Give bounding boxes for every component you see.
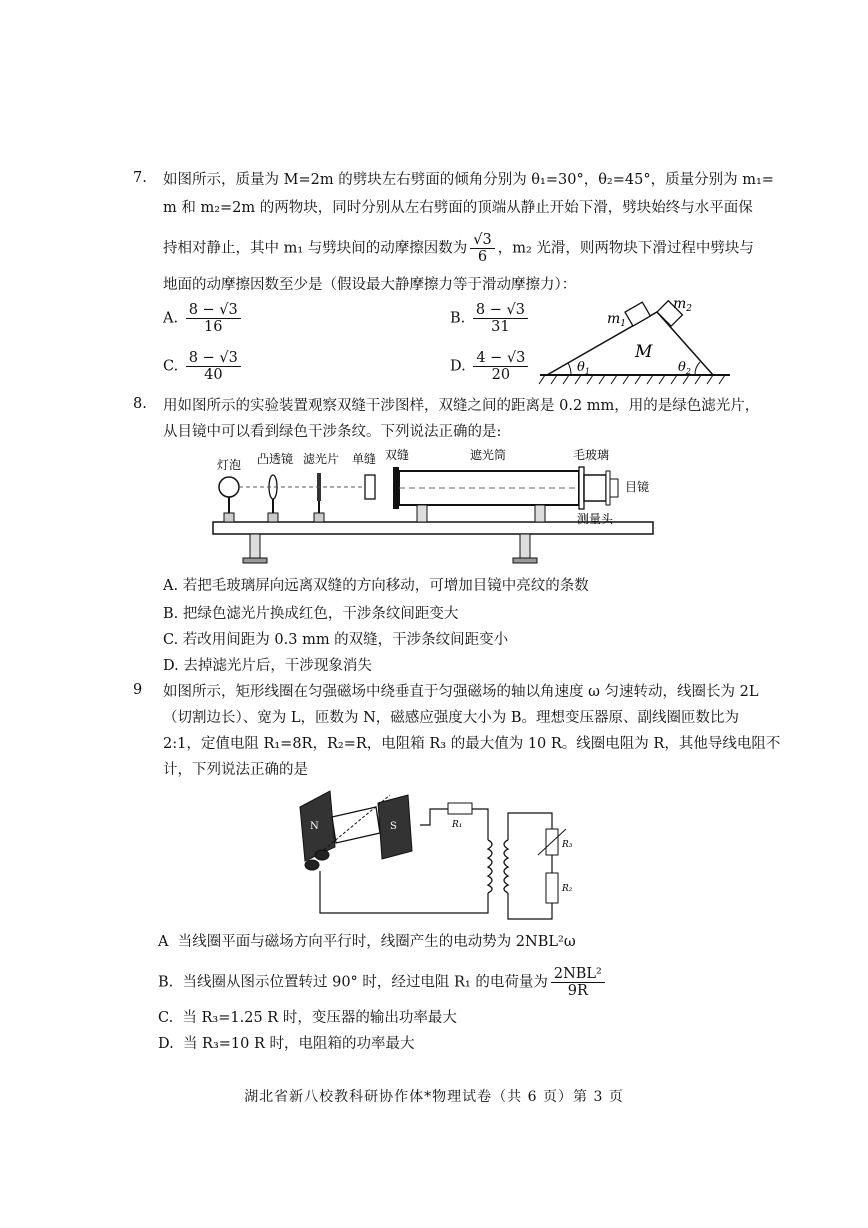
option-text: 当 R₃=1.25 R 时，变压器的输出功率最大 [182,1010,457,1026]
fraction [473,302,528,335]
resistor-r1 [448,803,472,814]
secondary-coil [504,840,508,893]
fraction-denominator: 16 [204,319,223,335]
theta1-label: $\theta_1$ [577,360,590,376]
fraction-denominator: 20 [491,367,511,383]
m1-label: $m_1$ [607,311,627,329]
option-d [158,1034,415,1054]
fraction-numerator: 4 − √3 [473,350,528,367]
block-m1 [625,302,650,326]
bench-foot [243,558,267,563]
eyepiece-cap [610,479,618,497]
option-a [163,576,589,596]
label-r1: R₁ [452,820,463,830]
option-d [450,350,531,383]
label-bulb: 灯泡 [217,458,242,472]
option-b [163,604,458,624]
question-text-line: 地面的动摩擦因数至少是（假设最大静摩擦力等于滑动摩擦力）： [163,277,577,293]
eyepiece-icon [606,471,610,505]
fraction [186,350,241,383]
question-text-line: 用如图所示的实验装置观察双缝干涉图样，双缝之间的距离是 0.2 mm，用的是绿色滤光片， [163,398,760,414]
pole-n-label: N [310,821,319,832]
option-text: 把绿色滤光片换成红色，干涉条纹间距变大 [182,606,459,622]
wire [508,893,552,919]
ground-hatching [539,375,725,384]
bench-leg [250,534,260,558]
pole-s-label: S [390,821,397,832]
filter-base [314,513,324,522]
primary-coil [488,840,492,893]
option-label: C. [158,1010,174,1026]
fraction-numerator: √3 [470,232,494,249]
option-c [163,630,508,650]
question-text-line: （切割边长）、宽为 L，匝数为 N，磁感应强度大小为 B。理想变压器原、副线圈匝数比为 [163,710,740,726]
single-slit-icon [365,475,375,499]
question-text-line: m 和 m₂=2m 的两物块，同时分别从左右劈面的顶端从静止开始下滑，劈块始终与水平面保 [163,200,753,216]
label-single-slit: 单缝 [352,452,377,466]
fraction-numerator: 8 − √3 [186,302,241,319]
option-label: A. [163,310,179,327]
label-double-slit: 双缝 [385,448,410,462]
rotating-coil [332,807,380,843]
text-fragment: 持相对静止，其中 m₁ 与劈块间的动摩擦因数为 [163,240,468,257]
fraction-denominator: 31 [491,319,510,335]
tube-support [535,505,545,522]
measuring-head [584,475,606,501]
option-text: 当线圈平面与磁场方向平行时，线圈产生的电动势为 2NBL²ω [177,934,576,950]
option-label: B. [450,310,466,327]
option-b [450,302,531,335]
generator-transformer-circuit-figure [290,785,580,925]
wedge-mass-label: M [635,342,653,362]
wire [508,813,552,840]
option-text: 去掉滤光片后，干涉现象消失 [183,658,372,674]
question-text-line: 2:1，定值电阻 R₁=8R，R₂=R，电阻箱 R₃ 的最大值为 10 R。线圈电阻为 R，其他导线电阻不 [163,736,781,752]
option-label: D. [163,658,179,674]
option-text: 当线圈从图示位置转过 90° 时，经过电阻 R₁ 的电荷量为 [182,974,548,991]
tube-support [417,505,427,522]
fraction [551,966,605,999]
angle-arc-2 [695,362,700,375]
fraction-denominator: 40 [204,367,223,383]
wedge-figure [535,292,735,390]
label-tube: 遮光筒 [470,448,507,462]
wire [472,809,488,840]
option-label: D. [450,358,466,375]
fraction [186,302,241,335]
lens-base [268,513,278,522]
option-label: C. [163,632,179,648]
label-r2: R₂ [562,884,573,894]
option-text: 当 R₃=10 R 时，电阻箱的功率最大 [182,1036,415,1052]
question-number: 8. [133,396,147,412]
option-label: C. [163,358,179,375]
double-slit-apparatus-figure [205,445,675,575]
label-measuring-head: 测量头 [577,512,614,526]
label-screen: 毛玻璃 [573,448,610,462]
wire [320,871,488,913]
option-label: D. [158,1036,174,1052]
question-text-line [163,232,754,265]
option-a [158,932,576,952]
option-label: A [158,934,169,950]
option-label: B. [163,606,179,622]
option-label: B. [158,974,174,991]
option-b [158,966,608,999]
option-text: 若把毛玻璃屏向远离双缝的方向移动，可增加目镜中亮纹的条数 [182,578,589,594]
bench-leg [520,534,530,558]
label-lens: 凸透镜 [257,452,294,466]
label-r3: R₃ [562,840,573,850]
option-text: 若改用间距为 0.3 mm 的双缝，干涉条纹间距变小 [182,632,509,648]
resistor-r2 [546,873,558,903]
fraction [473,350,528,383]
option-label: A. [163,578,179,594]
question-text-line: 如图所示，矩形线圈在匀强磁场中绕垂直于匀强磁场的轴以角速度 ω 匀速转动，线圈长为 2L [163,684,759,700]
option-a [163,302,244,335]
m2-label: $m_2$ [673,296,693,314]
angle-arc-1 [568,363,571,375]
question-number: 7. [133,170,147,186]
option-c [158,1008,457,1028]
wire [420,809,448,825]
fraction [470,232,494,265]
option-c [163,350,244,383]
fraction-numerator: 2NBL² [551,966,605,983]
text-fragment: ，m₂ 光滑，则两物块下滑过程中劈块与 [497,240,754,257]
label-eyepiece: 目镜 [625,480,650,494]
label-filter: 滤光片 [303,452,340,466]
option-d [163,656,372,676]
slip-ring-icon [305,860,319,870]
fraction-numerator: 8 − √3 [473,302,528,319]
question-text-line: 从目镜中可以看到绿色干涉条纹。下列说法正确的是: [163,424,502,440]
fraction-denominator: 9R [567,983,588,999]
theta2-label: $\theta_2$ [678,360,691,376]
slip-ring-icon [315,850,329,860]
bench-foot [513,558,537,563]
bulb-base [224,513,234,522]
fraction-numerator: 8 − √3 [186,350,241,367]
question-text-line: 计，下列说法正确的是 [163,762,308,778]
bulb-icon [219,477,239,497]
page-footer: 湖北省新八校教科研协作体*物理试卷（共 6 页）第 3 页 [244,1089,624,1105]
question-number: 9 [133,682,143,698]
question-text-line: 如图所示，质量为 M=2m 的劈块左右劈面的倾角分别为 θ₁=30°，θ₂=45°，质量分别为 m₁= [163,172,774,188]
fraction-denominator: 6 [477,249,488,265]
